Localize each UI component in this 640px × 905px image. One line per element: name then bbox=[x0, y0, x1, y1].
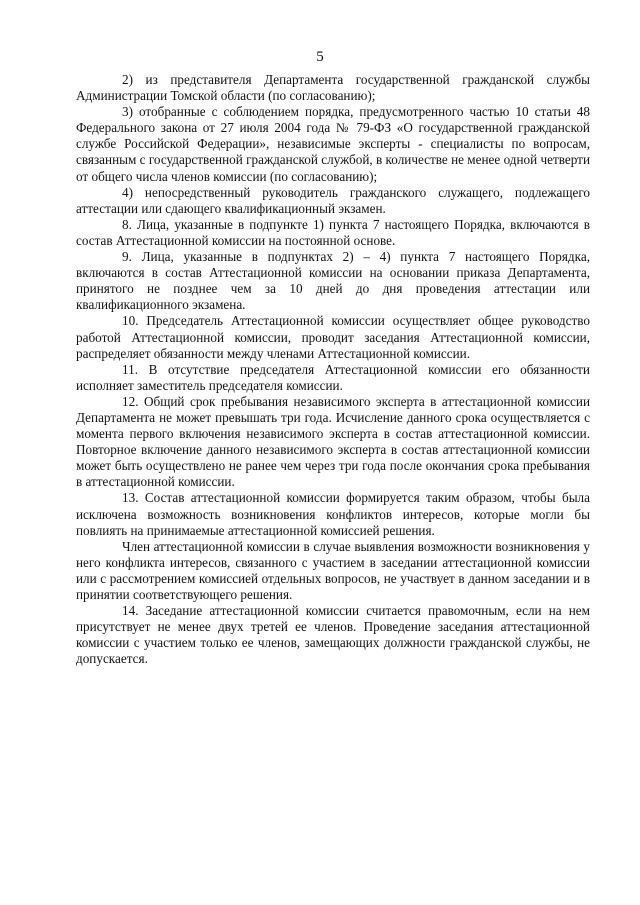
paragraph-item-11: 11. В отсутствие председателя Аттестационной комиссии его обязанности исполняет заместитель председателя комиссии. bbox=[76, 361, 590, 393]
paragraph-item-9: 9. Лица, указанные в подпунктах 2) – 4) пункта 7 настоящего Порядка, включаются в состав Аттестационной комиссии на основании приказа Департамента, принятого не позднее чем за 10 дней до дня проведения аттестации или квалификационного экзамена. bbox=[76, 249, 590, 313]
paragraph-subpoint-2: 2) из представителя Департамента государственной гражданской службы Администрации Томской области (по согласованию); bbox=[76, 72, 590, 104]
paragraph-subpoint-4: 4) непосредственный руководитель гражданского служащего, подлежащего аттестации или сдающего квалификационный экзамен. bbox=[76, 184, 590, 216]
paragraph-item-12: 12. Общий срок пребывания независимого эксперта в аттестационной комиссии Департамента не может превышать три года. Исчисление данного срока осуществляется с момента первого включения независимого эксперта в состав аттестационной комиссии. Повторное включение данного независимого эксперта в состав аттестационной комиссии может быть осуществлено не ранее чем через три года после окончания срока пребывания в аттестационной комиссии. bbox=[76, 393, 590, 490]
page-number: 5 bbox=[316, 49, 324, 65]
paragraph-item-8: 8. Лица, указанные в подпункте 1) пункта 7 настоящего Порядка, включаются в состав Аттестационной комиссии на постоянной основе. bbox=[76, 216, 590, 248]
paragraph-conflict-of-interest: Член аттестационной комиссии в случае выявления возможности возникновения у него конфликта интересов, связанного с участием в заседании аттестационной комиссии или с рассмотрением комиссией отдельных вопросов, не участвует в данном заседании и в принятии соответствующего решения. bbox=[76, 538, 590, 602]
paragraph-item-14: 14. Заседание аттестационной комиссии считается правомочным, если на нем присутствует не менее двух третей ее членов. Проведение заседания аттестационной комиссии с участием только ее членов, замещающих должности гражданской службы, не допускается. bbox=[76, 603, 590, 667]
document-body bbox=[76, 72, 590, 667]
paragraph-subpoint-3: 3) отобранные с соблюдением порядка, предусмотренного частью 10 статьи 48 Федерального закона от 27 июля 2004 года № 79-ФЗ «О государственной гражданской службе Российской Федерации», независимые эксперты - специалисты по вопросам, связанным с государственной гражданской службой, в количестве не менее одной четверти от общего числа членов комиссии (по согласованию); bbox=[76, 104, 590, 184]
paragraph-item-10: 10. Председатель Аттестационной комиссии осуществляет общее руководство работой Аттестационной комиссии, проводит заседания Аттестационной комиссии, распределяет обязанности между членами Аттестационной комиссии. bbox=[76, 313, 590, 361]
paragraph-item-13: 13. Состав аттестационной комиссии формируется таким образом, чтобы была исключена возможность возникновения конфликтов интересов, которые могли бы повлиять на принимаемые аттестационной комиссией решения. bbox=[76, 490, 590, 538]
